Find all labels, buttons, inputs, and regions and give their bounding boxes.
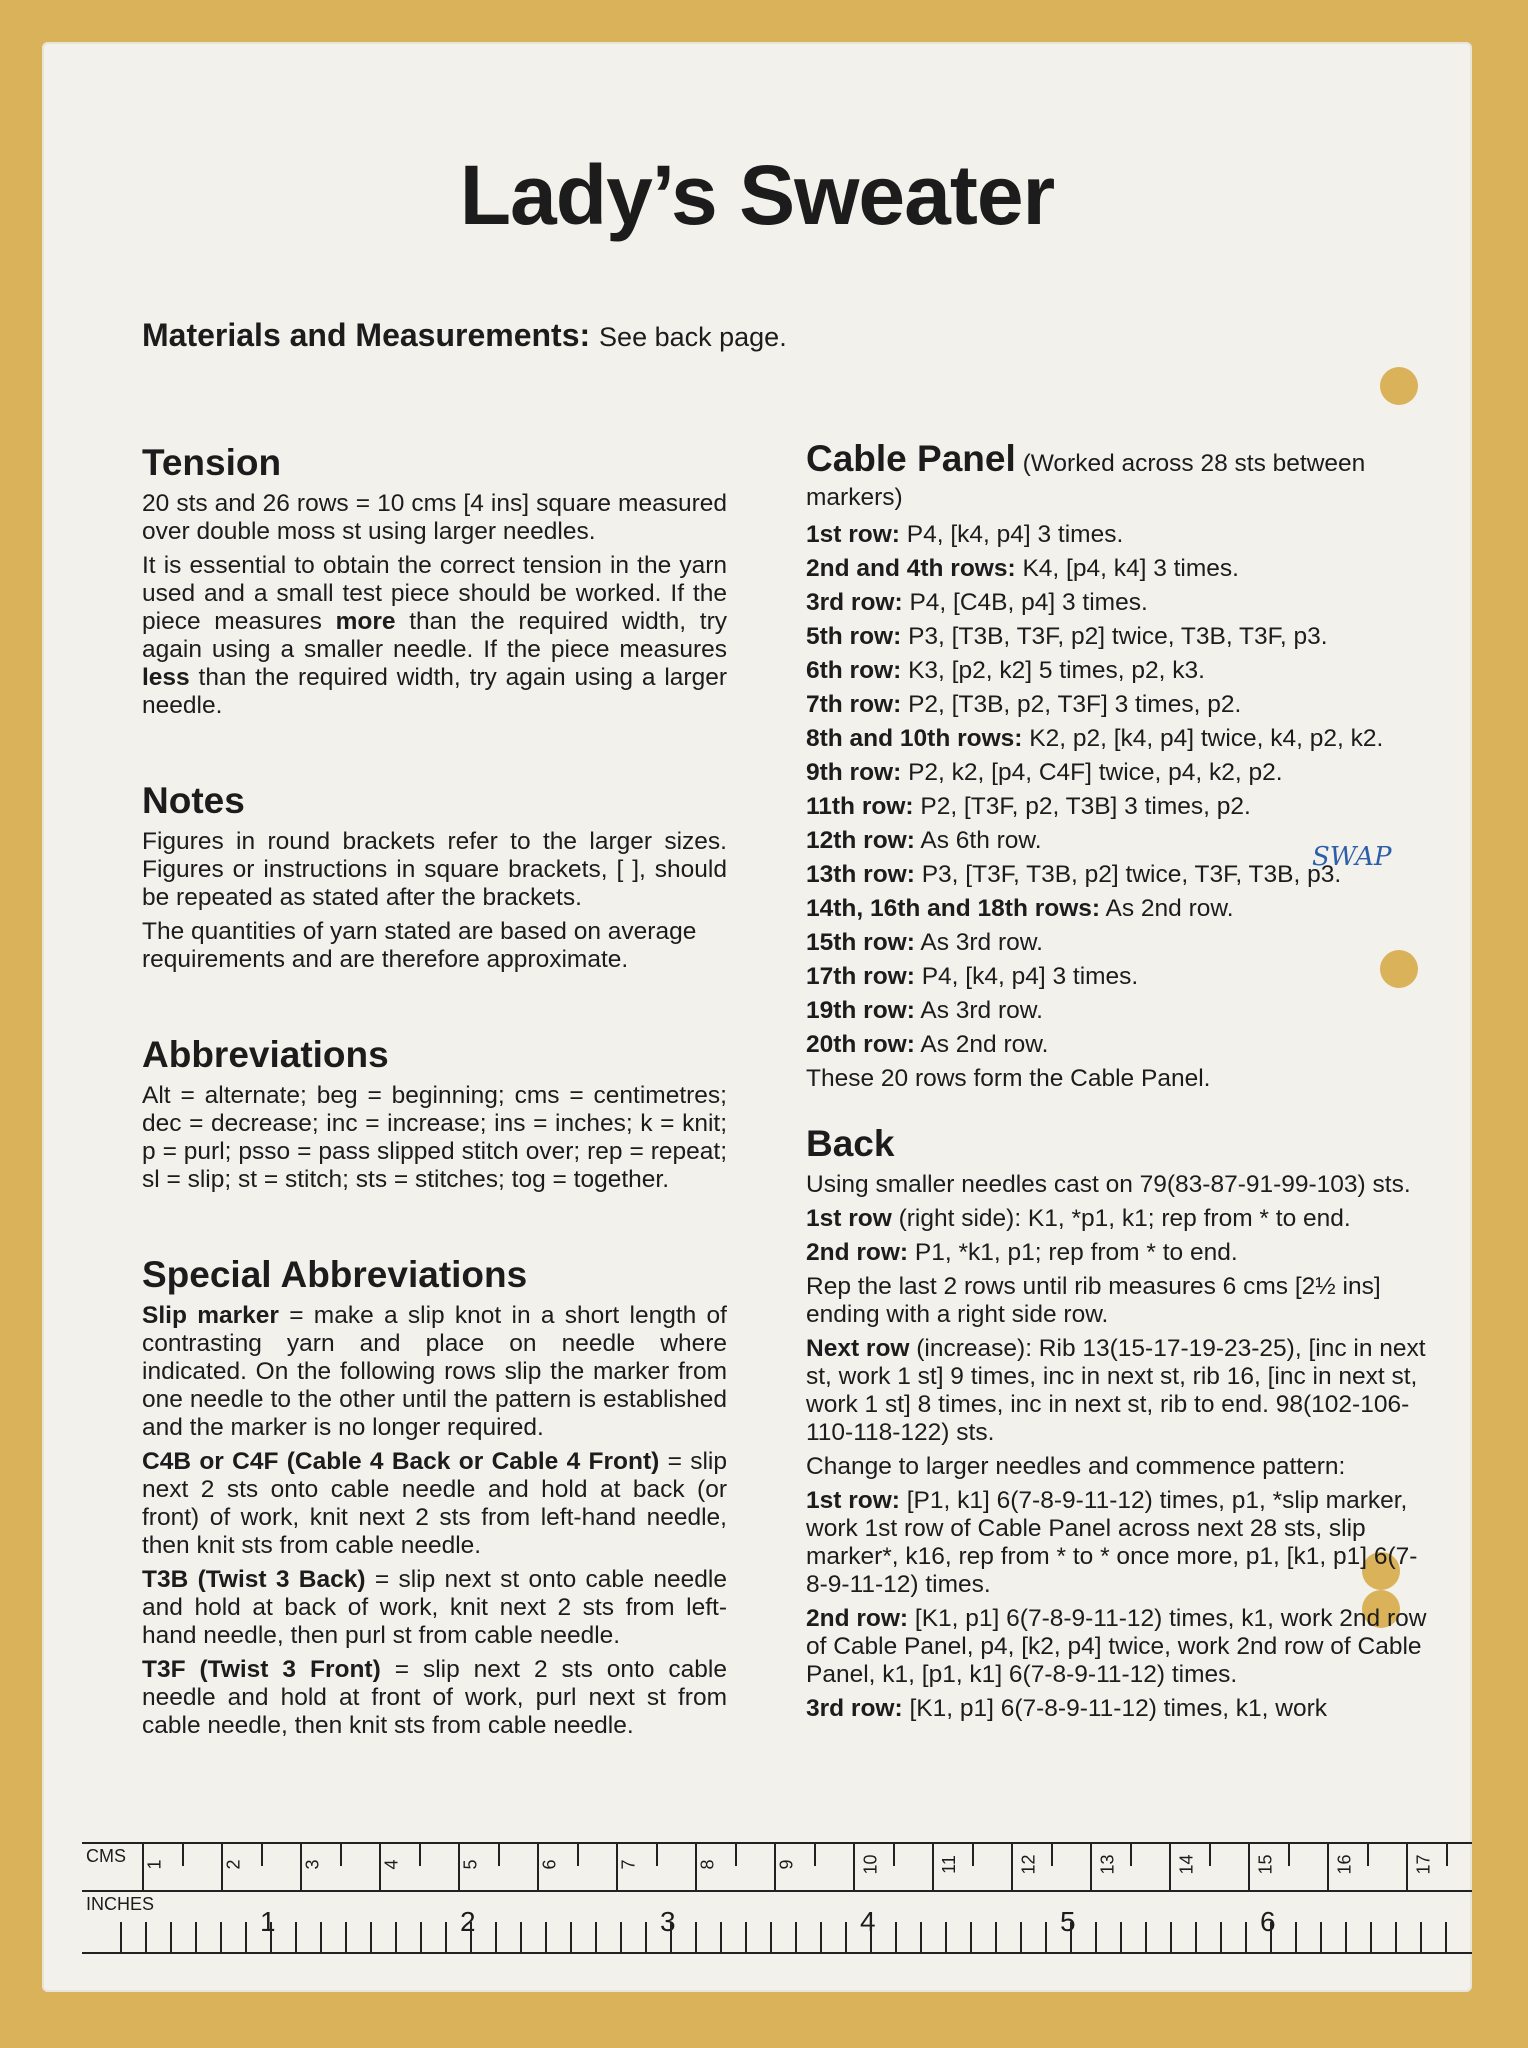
cm-half-tick xyxy=(340,1844,342,1866)
inch-tick xyxy=(1145,1922,1147,1952)
tension-section xyxy=(142,442,727,720)
cm-half-tick xyxy=(735,1844,737,1866)
inch-tick xyxy=(320,1922,322,1952)
inch-tick xyxy=(770,1922,772,1952)
inch-tick xyxy=(1195,1922,1197,1952)
cm-number: 7 xyxy=(618,1859,639,1870)
cable-row: 8th and 10th rows: K2, p2, [k4, p4] twice, k4, p2, k2. xyxy=(806,725,1384,752)
inch-tick xyxy=(1070,1922,1072,1952)
cable-row: 20th row: As 2nd row. xyxy=(806,1031,1049,1058)
cm-half-tick xyxy=(1446,1844,1448,1866)
cm-number: 3 xyxy=(302,1859,323,1870)
inch-tick xyxy=(645,1922,647,1952)
notes-heading: Notes xyxy=(142,780,245,821)
cm-half-tick xyxy=(498,1844,500,1866)
cm-number: 10 xyxy=(860,1854,881,1875)
cms-label: CMS xyxy=(86,1846,126,1866)
cable-row: 15th row: As 3rd row. xyxy=(806,929,1043,956)
handwritten-note: SWAP xyxy=(1312,842,1392,872)
cm-number: 15 xyxy=(1255,1854,1276,1875)
cm-half-tick xyxy=(972,1844,974,1866)
inch-tick xyxy=(545,1922,547,1952)
cm-number: 9 xyxy=(776,1859,797,1870)
cm-half-tick xyxy=(893,1844,895,1866)
inch-tick xyxy=(1045,1922,1047,1952)
inch-tick xyxy=(1245,1922,1247,1952)
cm-tick xyxy=(1327,1844,1329,1890)
inch-number: 1 xyxy=(260,1906,276,1937)
cable-row: 3rd row: P4, [C4B, p4] 3 times. xyxy=(806,589,1148,616)
inch-tick xyxy=(520,1922,522,1952)
tension-text: 20 sts and 26 rows = 10 cms [4 ins] square measured over double moss st using larger needles. xyxy=(142,490,727,545)
inch-tick xyxy=(170,1922,172,1952)
inch-number: 2 xyxy=(460,1906,476,1937)
special-item: T3B (Twist 3 Back) = slip next st onto cable needle and hold at back of work, knit next 2 sts from left-hand needle, then purl st from cable needle. xyxy=(142,1566,727,1649)
inch-tick xyxy=(395,1922,397,1952)
cm-tick xyxy=(853,1844,855,1890)
special-item: C4B or C4F (Cable 4 Back or Cable 4 Front) = slip next 2 sts onto cable needle and hold at back (or front) of work, knit next 2 sts from left-hand needle, then knit sts from cable needle. xyxy=(142,1448,727,1559)
inch-tick xyxy=(595,1922,597,1952)
back-section xyxy=(806,1123,1436,1723)
back-row: 2nd row: P1, *k1, p1; rep from * to end. xyxy=(806,1239,1238,1266)
inch-tick xyxy=(1095,1922,1097,1952)
cm-half-tick xyxy=(1288,1844,1290,1866)
cm-half-tick xyxy=(182,1844,184,1866)
cable-row: 9th row: P2, k2, [p4, C4F] twice, p4, k2, p2. xyxy=(806,759,1283,786)
inch-tick xyxy=(345,1922,347,1952)
special-item: Slip marker = make a slip knot in a short length of contrasting yarn and place on needle where indicated. On the following rows slip the marker from one needle to the other until the pattern is established and the marker is no longer required. xyxy=(142,1302,727,1441)
inch-tick xyxy=(470,1922,472,1952)
notes-section xyxy=(142,780,727,974)
inch-tick xyxy=(870,1922,872,1952)
back-row: 1st row (right side): K1, *p1, k1; rep from * to end. xyxy=(806,1205,1351,1232)
inch-tick xyxy=(445,1922,447,1952)
cable-panel-section xyxy=(806,438,1436,1093)
cable-row: 17th row: P4, [k4, p4] 3 times. xyxy=(806,963,1139,990)
abbreviations-section xyxy=(142,1034,727,1194)
back-row: 3rd row: [K1, p1] 6(7-8-9-11-12) times, k1, work xyxy=(806,1695,1328,1722)
inch-tick xyxy=(695,1922,697,1952)
cm-half-tick xyxy=(577,1844,579,1866)
tension-advice: It is essential to obtain the correct tension in the yarn used and a small test piece should be worked. If the piece measures more than the required width, try again using a smaller needle. If the piece measures less than the required width, try again using a larger needle. xyxy=(142,552,727,719)
inch-tick xyxy=(1320,1922,1322,1952)
cm-half-tick xyxy=(419,1844,421,1866)
materials-text: See back page. xyxy=(599,322,787,352)
inch-tick xyxy=(720,1922,722,1952)
cm-half-tick xyxy=(814,1844,816,1866)
pattern-page xyxy=(42,42,1472,1992)
back-row: 2nd row: [K1, p1] 6(7-8-9-11-12) times, k1, work 2nd row of Cable Panel, p4, [k2, p4] twice, work 2nd row of Cable Panel, k1, [p1, k1] 6(7-8-9-11-12) times. xyxy=(806,1605,1427,1688)
inch-number: 3 xyxy=(660,1906,676,1937)
inch-tick xyxy=(145,1922,147,1952)
inch-number: 5 xyxy=(1060,1906,1076,1937)
inch-tick xyxy=(920,1922,922,1952)
inch-tick xyxy=(1170,1922,1172,1952)
inch-tick xyxy=(495,1922,497,1952)
inch-tick xyxy=(270,1922,272,1952)
back-row: 1st row: [P1, k1] 6(7-8-9-11-12) times, p1, *slip marker, work 1st row of Cable Panel across next 28 sts, slip marker*, k16, rep from * to * once more, p1, [k1, p1] 6(7-8-9-11-12) times. xyxy=(806,1487,1418,1598)
ruler-divider xyxy=(82,1890,1472,1892)
cm-number: 16 xyxy=(1334,1854,1355,1875)
inch-tick xyxy=(895,1922,897,1952)
cable-closing: These 20 rows form the Cable Panel. xyxy=(806,1065,1211,1092)
cable-row: 19th row: As 3rd row. xyxy=(806,997,1043,1024)
inch-tick xyxy=(220,1922,222,1952)
cable-row: 2nd and 4th rows: K4, [p4, k4] 3 times. xyxy=(806,555,1239,582)
abbreviations-text: Alt = alternate; beg = beginning; cms = centimetres; dec = decrease; inc = increase; ins = inches; k = knit; p = purl; psso = pass slipped stitch over; rep = repeat; sl = slip; st = stitch; sts = stitches; tog = together. xyxy=(142,1082,727,1193)
inch-tick xyxy=(1370,1922,1372,1952)
left-column xyxy=(142,442,727,1746)
notes-text: The quantities of yarn stated are based on average requirements and are therefore approximate. xyxy=(142,918,697,973)
cm-half-tick xyxy=(261,1844,263,1866)
cm-tick xyxy=(932,1844,934,1890)
inch-tick xyxy=(120,1922,122,1952)
back-row: Next row (increase): Rib 13(15-17-19-23-25), [inc in next st, work 1 st] 9 times, inc in next st, rib 16, [inc in next st, work 1 st] 8 times, inc in next st, rib to end. 98(102-106-110-118-122) sts. xyxy=(806,1335,1426,1446)
back-row: Change to larger needles and commence pattern: xyxy=(806,1453,1346,1480)
inch-tick xyxy=(820,1922,822,1952)
cm-number: 2 xyxy=(223,1859,244,1870)
inch-tick xyxy=(795,1922,797,1952)
cm-tick xyxy=(1169,1844,1171,1890)
special-abbreviations-heading: Special Abbreviations xyxy=(142,1254,528,1295)
inch-tick xyxy=(995,1922,997,1952)
tension-heading: Tension xyxy=(142,442,282,483)
inch-tick xyxy=(1445,1922,1447,1952)
inch-tick xyxy=(1270,1922,1272,1952)
inch-number: 6 xyxy=(1260,1906,1276,1937)
cm-number: 4 xyxy=(381,1859,402,1870)
punch-hole xyxy=(1380,367,1418,405)
cm-number: 12 xyxy=(1018,1854,1039,1875)
cm-number: 5 xyxy=(460,1859,481,1870)
cm-tick xyxy=(1248,1844,1250,1890)
cm-number: 17 xyxy=(1413,1854,1434,1875)
cm-half-tick xyxy=(1367,1844,1369,1866)
inch-tick xyxy=(195,1922,197,1952)
cm-tick xyxy=(1406,1844,1408,1890)
cable-row: 12th row: As 6th row. xyxy=(806,827,1042,854)
inch-number: 4 xyxy=(860,1906,876,1937)
cm-number: 6 xyxy=(539,1859,560,1870)
inch-tick xyxy=(1345,1922,1347,1952)
right-column xyxy=(806,438,1436,1729)
page-title: Lady’s Sweater xyxy=(459,148,1055,242)
inch-tick xyxy=(1120,1922,1122,1952)
cable-row: 5th row: P3, [T3B, T3F, p2] twice, T3B, T3F, p3. xyxy=(806,623,1328,650)
cable-row: 13th row: P3, [T3F, T3B, p2] twice, T3F, T3B, p3. xyxy=(806,861,1342,888)
inch-tick xyxy=(1395,1922,1397,1952)
cm-tick xyxy=(1011,1844,1013,1890)
cable-panel-subtitle: (Worked across 28 sts between markers) xyxy=(806,450,1366,511)
cm-number: 1 xyxy=(144,1859,165,1870)
materials-label: Materials and Measurements: xyxy=(142,317,591,353)
back-heading: Back xyxy=(806,1123,895,1164)
inch-tick xyxy=(970,1922,972,1952)
inches-label: INCHES xyxy=(86,1894,155,1914)
back-intro: Using smaller needles cast on 79(83-87-91-99-103) sts. xyxy=(806,1171,1411,1198)
notes-text: Figures in round brackets refer to the larger sizes. Figures or instructions in square brackets, [ ], should be repeated as stated after the brackets. xyxy=(142,828,727,911)
inch-tick xyxy=(745,1922,747,1952)
inch-tick xyxy=(370,1922,372,1952)
cm-number: 11 xyxy=(938,1855,959,1874)
special-abbreviations-section xyxy=(142,1254,727,1740)
cable-row: 6th row: K3, [p2, k2] 5 times, p2, k3. xyxy=(806,657,1205,684)
abbreviations-heading: Abbreviations xyxy=(142,1034,389,1075)
cable-panel-heading: Cable Panel xyxy=(806,438,1016,479)
inch-tick xyxy=(620,1922,622,1952)
cable-row: 11th row: P2, [T3F, p2, T3B] 3 times, p2. xyxy=(806,793,1251,820)
cable-row: 1st row: P4, [k4, p4] 3 times. xyxy=(806,521,1124,548)
inch-tick xyxy=(1220,1922,1222,1952)
materials-line xyxy=(142,317,787,354)
inch-tick xyxy=(945,1922,947,1952)
cm-half-tick xyxy=(1209,1844,1211,1866)
inch-tick xyxy=(845,1922,847,1952)
cm-half-tick xyxy=(1130,1844,1132,1866)
cm-half-tick xyxy=(656,1844,658,1866)
inch-tick xyxy=(245,1922,247,1952)
inch-tick xyxy=(670,1922,672,1952)
cable-row: 14th, 16th and 18th rows: As 2nd row. xyxy=(806,895,1234,922)
cm-number: 14 xyxy=(1176,1854,1197,1875)
cm-number: 13 xyxy=(1097,1854,1118,1875)
inch-tick xyxy=(1295,1922,1297,1952)
cm-number: 8 xyxy=(697,1859,718,1870)
inch-tick xyxy=(1420,1922,1422,1952)
special-item: T3F (Twist 3 Front) = slip next 2 sts onto cable needle and hold at front of work, purl next st from cable needle, then knit sts from cable needle. xyxy=(142,1656,727,1739)
cable-row: 7th row: P2, [T3B, p2, T3F] 3 times, p2. xyxy=(806,691,1242,718)
inch-tick xyxy=(295,1922,297,1952)
inch-tick xyxy=(420,1922,422,1952)
cm-tick xyxy=(1090,1844,1092,1890)
ruler xyxy=(82,1842,1472,1954)
cm-half-tick xyxy=(1051,1844,1053,1866)
inch-tick xyxy=(570,1922,572,1952)
inch-tick xyxy=(1020,1922,1022,1952)
back-row: Rep the last 2 rows until rib measures 6 cms [2½ ins] ending with a right side row. xyxy=(806,1273,1381,1328)
